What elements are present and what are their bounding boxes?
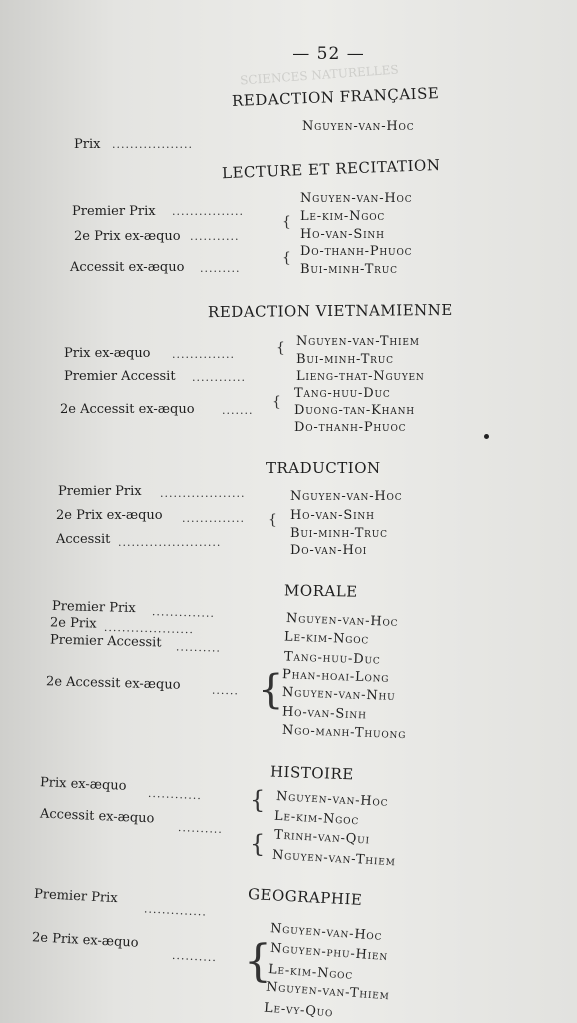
winner-name: Nguyen-van-Hoc [269,921,383,944]
section-title-redaction-francaise: REDACTION FRANÇAISE [231,84,440,110]
award-label: Accessit ex-æquo [39,806,155,827]
leader-dots: ......... [200,262,241,275]
bracket: { [258,667,284,713]
bracket: { [272,394,281,410]
winner-name: Ngo-manh-Thuong [281,722,407,743]
winner-name: Nguyen-van-Hoc [285,611,399,630]
winner-name: Tang-huu-Duc [294,386,391,401]
leader-dots: ....... [222,404,254,417]
winner-name: Tang-huu-Duc [283,649,381,668]
bleed-through-text: SCIENCES NATURELLES [239,62,400,88]
winner-name: Nguyen-van-Hoc [290,489,403,504]
award-label: 2e Accessit ex-æquo [60,402,195,417]
award-label: 2e Prix [49,615,97,632]
winner-name: Lieng-that-Nguyen [296,369,425,384]
section-title-morale: MORALE [283,581,358,601]
leader-dots: ...... [211,683,240,698]
award-label: Premier Prix [33,886,118,907]
winner-name: Nguyen-van-Hoc [300,191,413,206]
winner-name: Le-kim-Ngoc [283,629,370,648]
winner-name: Le-vy-Quo [263,1000,334,1021]
winner-name: Do-thanh-Phuoc [294,420,407,435]
leader-dots: .............. [182,512,245,525]
leader-dots: .............. [143,902,208,919]
winner-name: Ho-van-Sinh [300,227,385,242]
winner-name: Nguyen-phu-Hien [269,940,389,965]
leader-dots: ....................... [118,536,222,549]
award-label: Premier Prix [58,484,142,499]
bracket: { [282,250,291,266]
bracket: { [244,936,272,987]
bracket: { [250,830,266,858]
award-label: Premier Prix [51,598,136,617]
bracket: { [276,340,285,356]
section-title-histoire: HISTOIRE [269,762,355,784]
leader-dots: ................ [172,205,244,218]
award-label: Premier Prix [72,204,156,219]
leader-dots: .............. [151,605,216,620]
section-title-lecture-recitation: LECTURE ET RECITATION [221,155,441,183]
leader-dots: .......... [171,948,218,965]
leader-dots: ................... [160,487,246,500]
winner-name: Bui-minh-Truc [290,526,388,541]
winner-name: Duong-tan-Khanh [294,403,415,418]
winner-name: Le-kim-Ngoc [267,962,354,983]
leader-dots: .............. [172,348,235,361]
winner-name: Le-kim-Ngoc [273,808,360,829]
bracket: { [250,786,266,814]
leader-dots: .......... [175,640,222,655]
winner-name: Trinh-van-Qui [273,827,371,848]
section-title-geographie: GEOGRAPHIE [247,885,363,909]
award-label: Premier Accessit [64,369,176,384]
winner-name: Bui-minh-Truc [300,262,398,277]
leader-dots: ............ [192,371,246,384]
winner-name: Nguyen-van-Thiem [271,847,397,870]
section-title-traduction: TRADUCTION [266,459,381,477]
winner-name: Nguyen-van-Thiem [296,334,420,349]
award-label: 2e Prix ex-æquo [31,930,139,951]
award-label: 2e Prix ex-æquo [56,508,163,523]
leader-dots: .................... [103,620,195,637]
bracket: { [282,214,291,230]
ink-spot [484,434,489,439]
winner-name: Phan-hoai-Long [281,667,390,686]
winner-name: Ho-van-Sinh [281,704,367,723]
leader-dots: ............ [147,786,203,803]
page-number: — 52 — [292,44,365,64]
leader-dots: ........... [190,230,240,243]
award-label: Accessit ex-æquo [70,260,185,275]
winner-name: Nguyen-van-Thiem [265,979,391,1004]
winner-name: Bui-minh-Truc [296,352,394,367]
winner-name: Le-kim-Ngoc [300,209,386,224]
award-label: 2e Prix ex-æquo [74,229,181,244]
winner-name: Nguyen-van-Hoc [302,119,415,134]
winner-name: Nguyen-van-Nhu [281,685,396,704]
winner-name: Nguyen-van-Hoc [275,789,389,810]
bracket: { [268,512,277,528]
winner-name: Ho-van-Sinh [290,508,375,523]
award-label: 2e Accessit ex-æquo [45,674,181,693]
winner-name: Do-thanh-Phuoc [300,244,413,259]
award-label: Prix ex-æquo [39,775,127,794]
leader-dots: .................. [112,138,193,151]
award-label: Prix ex-æquo [64,346,151,361]
section-title-redaction-vietnamienne: REDACTION VIETNAMIENNE [207,300,453,322]
award-label: Accessit [56,532,111,547]
award-label: Prix [74,137,101,152]
winner-name: Do-van-Hoi [290,543,368,558]
leader-dots: .......... [177,821,224,836]
award-label: Premier Accessit [49,632,162,651]
